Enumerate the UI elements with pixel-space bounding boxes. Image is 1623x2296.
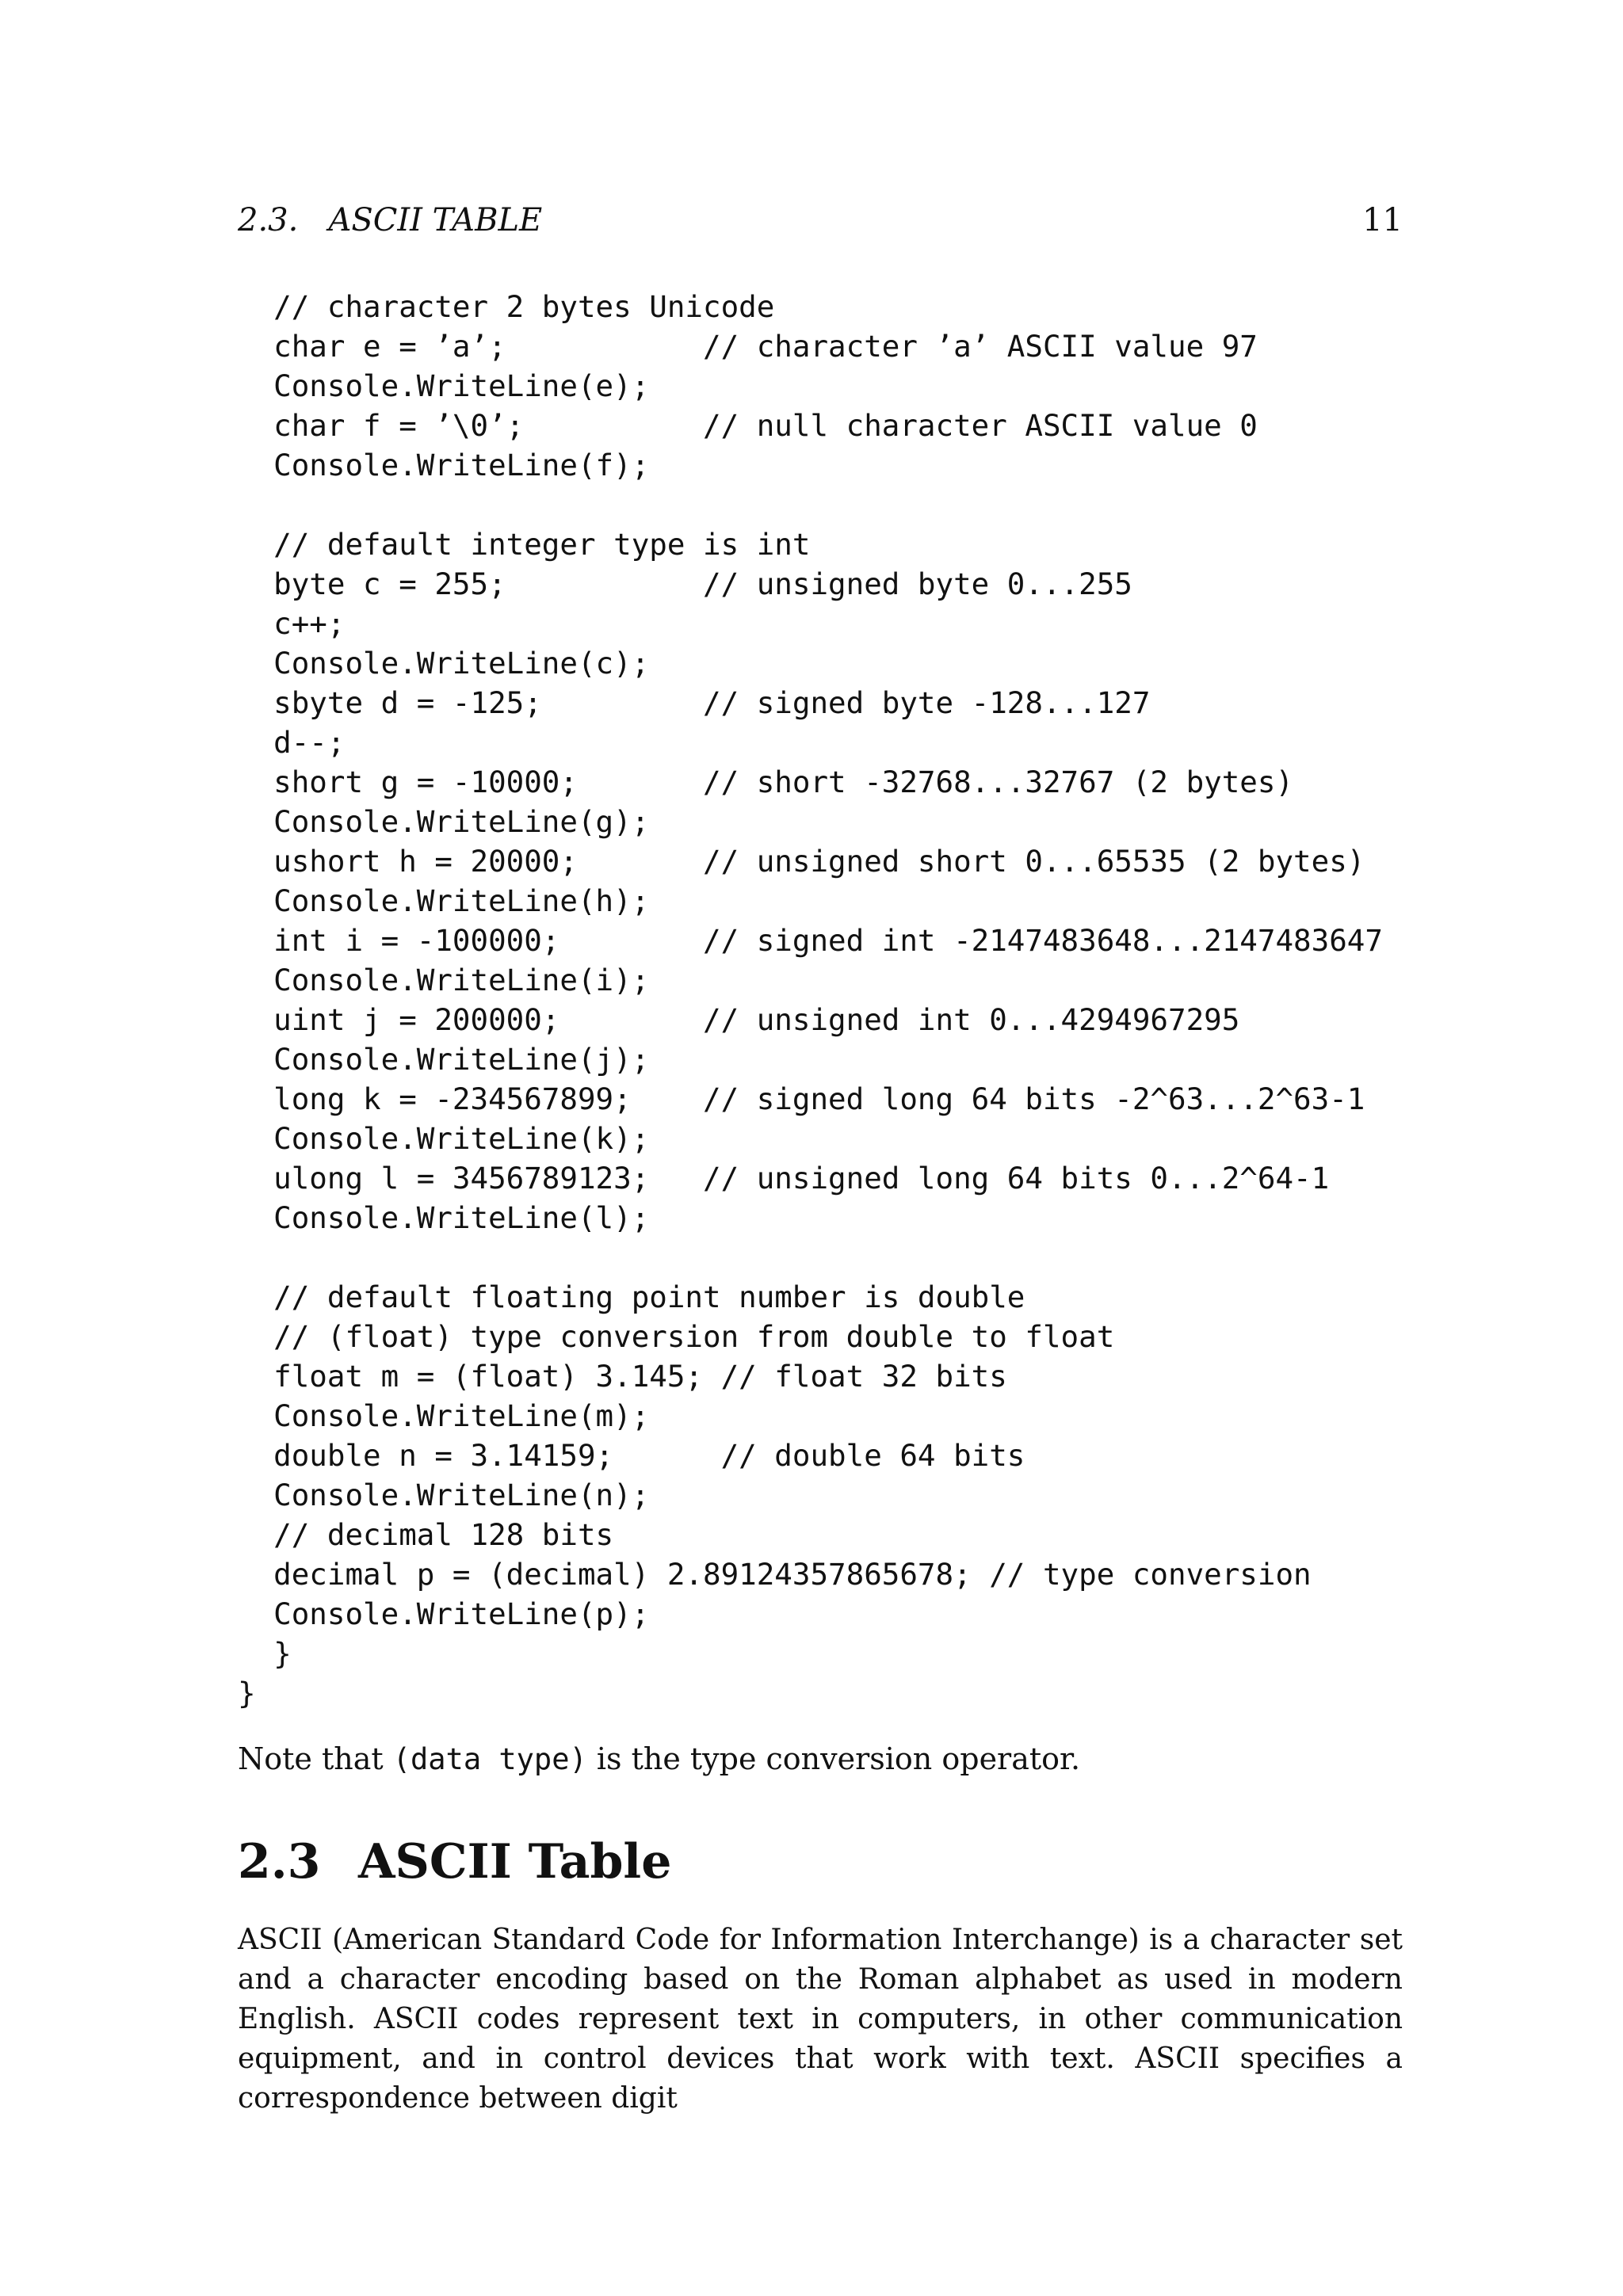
code-line: Console.WriteLine(f); [238,448,650,482]
code-line: Console.WriteLine(i); [238,963,650,997]
code-line: char e = ’a’; // character ’a’ ASCII value 97 [238,329,1258,364]
code-line: short g = -10000; // short -32768...32767 (2 bytes) [238,765,1294,799]
section-heading [238,1826,1403,1897]
code-line: ushort h = 20000; // unsigned short 0...65535 (2 bytes) [238,844,1365,879]
code-line: Console.WriteLine(g); [238,804,650,839]
code-line: Console.WriteLine(l); [238,1200,650,1235]
code-line: double n = 3.14159; // double 64 bits [238,1438,1025,1473]
section-body: ASCII (American Standard Code for Information Interchange) is a character set and a character encoding based on the Roman alphabet as used in modern English. ASCII codes represent text in computers, in other communication equipment, and in control devices that work with text. ASCII specifies a correspondence between digit [238,1924,1403,2115]
code-line: // (float) type conversion from double to float [238,1319,1115,1354]
code-line: byte c = 255; // unsigned byte 0...255 [238,566,1132,601]
code-line: uint j = 200000; // unsigned int 0...4294967295 [238,1002,1240,1037]
code-line: int i = -100000; // signed int -2147483648...2147483647 [238,923,1383,958]
note-paragraph [238,1735,1403,1783]
code-line: d--; [238,725,346,760]
code-line: c++; [238,606,346,641]
running-head [238,195,1403,246]
code-line: ulong l = 3456789123; // unsigned long 64 bits 0...2^64-1 [238,1161,1330,1196]
code-line: char f = ’\0’; // null character ASCII value 0 [238,408,1258,443]
code-line: Console.WriteLine(p); [238,1596,650,1631]
code-line: Console.WriteLine(h); [238,883,650,918]
code-line: } [238,1676,256,1711]
code-line [238,1238,1411,1277]
note-text-after: is the type conversion operator. [586,1741,1081,1776]
code-line [238,485,1411,524]
code-line: Console.WriteLine(j); [238,1042,650,1077]
code-line: // decimal 128 bits [238,1517,614,1552]
code-line: Console.WriteLine(m); [238,1398,650,1433]
note-text-before: Note that [238,1741,393,1776]
section-title: ASCII Table [358,1834,672,1890]
code-line: // default integer type is int [238,527,811,562]
page-number: 11 [1362,202,1403,238]
code-line: decimal p = (decimal) 2.89124357865678; // type conversion [238,1557,1312,1592]
section-number: 2.3 [238,1834,321,1890]
code-line: float m = (float) 3.145; // float 32 bits [238,1359,1007,1394]
code-line: } [238,1636,292,1671]
code-line: sbyte d = -125; // signed byte -128...127 [238,685,1151,720]
code-line: Console.WriteLine(e); [238,368,650,403]
code-line: // default floating point number is double [238,1280,1025,1314]
code-line: Console.WriteLine(n); [238,1478,650,1512]
code-line: long k = -234567899; // signed long 64 bits -2^63...2^63-1 [238,1081,1365,1116]
code-line: Console.WriteLine(k); [238,1121,650,1156]
code-line: // character 2 bytes Unicode [238,289,775,324]
code-line: Console.WriteLine(c); [238,646,650,681]
chapter-title: 2.3. ASCII TABLE [238,202,543,238]
note-code: (data type) [392,1742,587,1776]
code-listing [238,287,1411,1713]
